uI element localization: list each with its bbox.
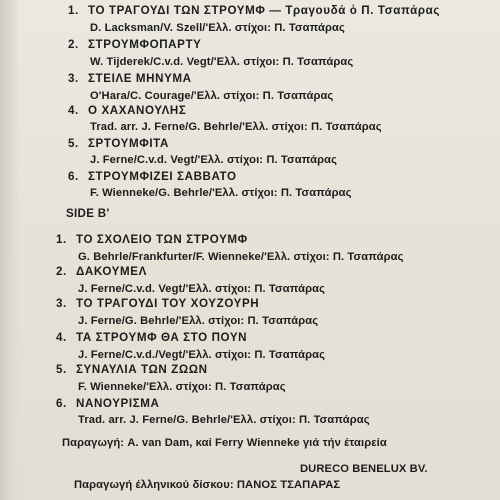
track-name: ΔΑΚΟΥΜΕΛ [76, 265, 147, 278]
paper-edge-shadow [0, 0, 20, 500]
track-name: ΤΑ ΣΤΡΟΥΜΦ ΘΑ ΣΤΟ ΠΟΥΝ [76, 331, 248, 344]
track-credit: Trad. arr. J. Ferne/G. Behrle/'Ελλ. στίχοι: Π. Τσαπάρας [78, 414, 370, 426]
track-name: ΤΟ ΤΡΑΓΟΥΔΙ ΤΩΝ ΣΤΡΟΥΜΦ — Τραγουδά ὁ Π. Τσαπάρας [88, 4, 440, 17]
track-title [68, 38, 202, 52]
track-credit: W. Tijderek/C.v.d. Vegt/'Ελλ. στίχοι: Π. Τσαπάρας [90, 56, 354, 68]
production-credit: Παραγωγή: A. van Dam, καί Ferry Wienneke γιά τήν έταιρεία [62, 437, 387, 449]
track-credit: J. Ferne/G. Behrle/'Ελλ. στίχοι: Π. Τσαπάρας [78, 315, 319, 327]
track-name: ΤΟ ΣΧΟΛΕΙΟ ΤΩΝ ΣΤΡΟΥΜΦ [76, 233, 248, 246]
track-credit: F. Wienneke/G. Behrle/'Ελλ. στίχοι: Π. Τσαπάρας [90, 187, 352, 199]
track-title [56, 363, 208, 377]
track-title [68, 104, 186, 118]
track-number: 3. [68, 72, 79, 85]
track-credit: O'Hara/C. Courage/'Ελλ. στίχοι: Π. Τσαπάρας [90, 90, 334, 102]
track-credit: G. Behrle/Frankfurter/F. Wienneke/'Ελλ. στίχοι: Π. Τσαπάρας [78, 251, 404, 263]
track-credit: J. Ferne/C.v.d. Vegt/'Ελλ. στίχοι: Π. Τσαπάρας [90, 154, 338, 166]
track-name: ΣΥΝΑΥΛΙΑ ΤΩΝ ΖΩΩΝ [76, 363, 208, 376]
track-number: 1. [56, 233, 67, 246]
company-name: DURECO BENELUX BV. [300, 463, 428, 475]
track-number: 2. [68, 38, 79, 51]
track-title [56, 331, 247, 345]
track-name: ΣΤΡΟΥΜΦΙΖΕΙ ΣΑΒΒΑΤΟ [88, 170, 237, 183]
greek-production-credit: Παραγωγή έλληνικού δίσκου: ΠΑΝΟΣ ΤΣΑΠΑΡΑΣ [74, 479, 341, 491]
track-title [56, 397, 160, 411]
track-number: 6. [56, 397, 67, 410]
track-title [68, 170, 237, 184]
track-number: 3. [56, 297, 67, 310]
track-credit: J. Ferne/C.v.d. Vegt/'Ελλ. στίχοι: Π. Τσαπάρας [78, 283, 326, 295]
track-number: 5. [68, 137, 79, 150]
track-credit: Trad. arr. J. Ferne/G. Behrle/'Ελλ. στίχοι: Π. Τσαπάρας [90, 121, 382, 133]
track-name: ΣΤΡΟΥΜΦΟΠΑΡΤΥ [88, 38, 202, 51]
track-name: ΤΟ ΤΡΑΓΟΥΔΙ ΤΟΥ ΧΟΥΖΟΥΡΗ [76, 297, 260, 310]
track-title [56, 265, 147, 279]
track-number: 4. [56, 331, 67, 344]
track-name: ΣΤΕΙΛΕ ΜΗΝΥΜΑ [88, 72, 192, 85]
track-credit: D. Lacksman/V. Szell/'Ελλ. στίχοι: Π. Τσαπάρας [90, 22, 345, 34]
track-credit: J. Ferne/C.v.d./Vegt/'Ελλ. στίχοι: Π. Τσαπάρας [78, 349, 326, 361]
track-number: 1. [68, 4, 79, 17]
track-name: Ο ΧΑΧΑΝΟΥΛΗΣ [88, 104, 187, 117]
track-title [68, 72, 192, 86]
track-number: 6. [68, 170, 79, 183]
track-name: ΝΑΝΟΥΡΙΣΜΑ [76, 397, 160, 410]
track-title [56, 297, 259, 311]
track-title [56, 233, 248, 247]
track-number: 5. [56, 363, 67, 376]
track-title [68, 4, 440, 18]
side-b-label: SIDE B' [66, 207, 110, 220]
track-title [68, 137, 169, 151]
track-number: 2. [56, 265, 67, 278]
track-name: ΣΡΤΟΥΜΦΙΤΑ [88, 137, 169, 150]
track-credit: F. Wienneke/'Ελλ. στίχοι: Π. Τσαπάρας [78, 381, 286, 393]
track-number: 4. [68, 104, 79, 117]
